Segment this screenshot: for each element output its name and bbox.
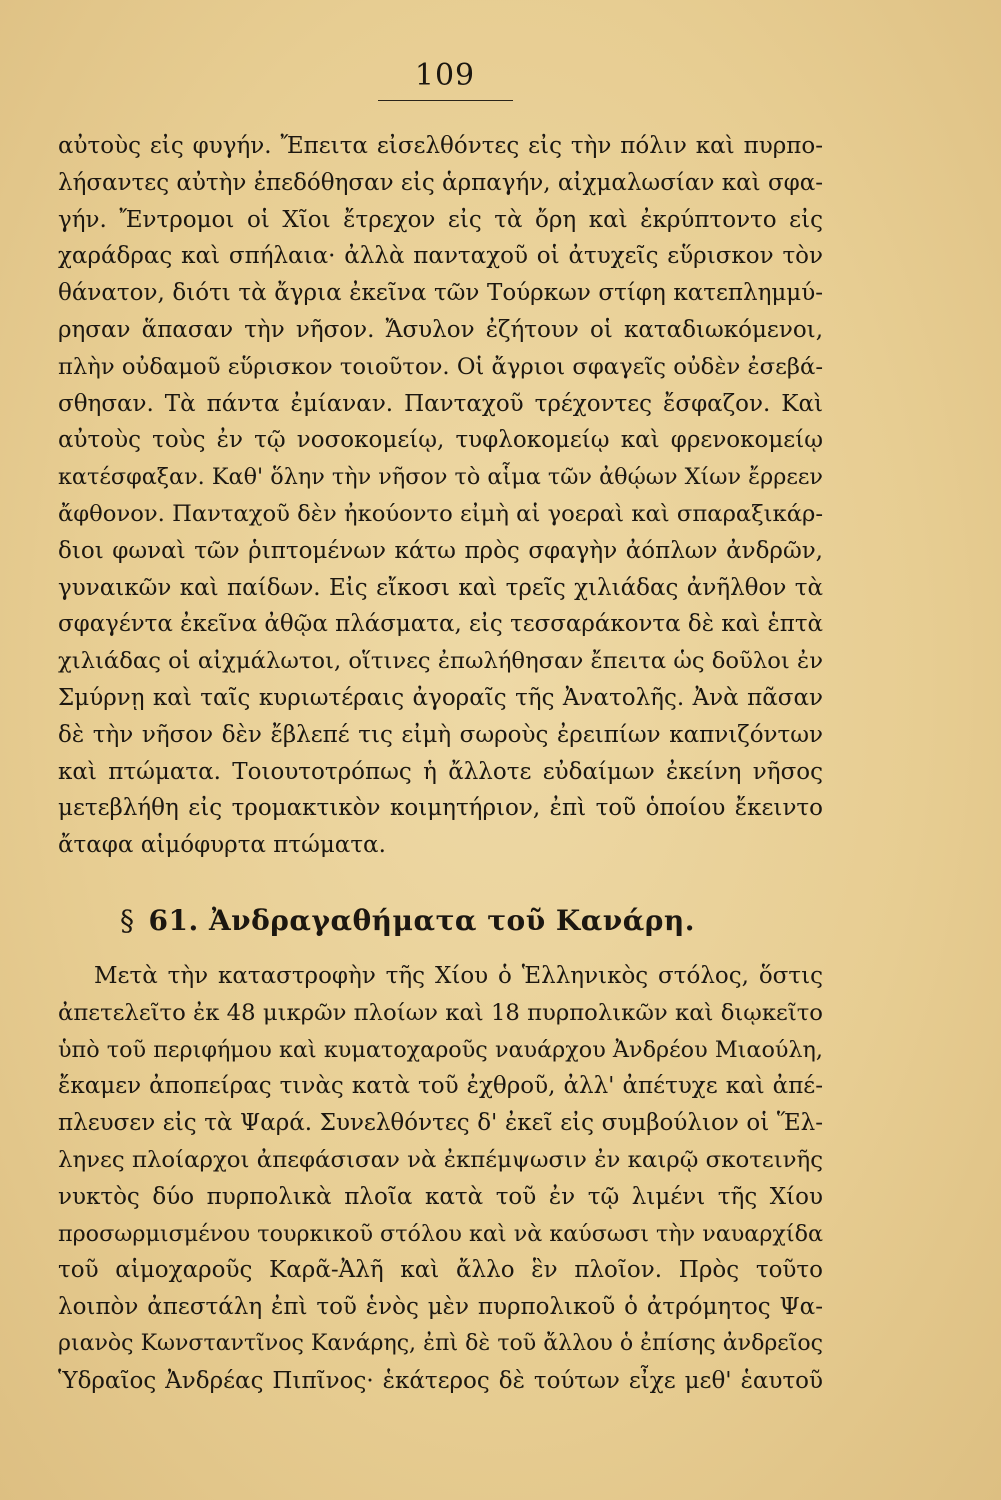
- page-number: 109: [414, 58, 476, 93]
- text-line: γυναικῶν καὶ παίδων. Εἰς εἴκοσι καὶ τρεῖς χιλιάδας ἀνῆλθον τὰ: [58, 574, 823, 601]
- text-line: Σμύρνῃ καὶ ταῖς κυριωτέραις ἀγοραῖς τῆς Ἀνατολῆς. Ἀνὰ πᾶσαν: [58, 684, 823, 711]
- paragraph-kanaris-exploits: [58, 958, 823, 1400]
- text-line: θάνατον, διότι τὰ ἄγρια ἐκεῖνα τῶν Τούρκων στίφη κατεπλημμύ-: [58, 280, 823, 307]
- text-line: γήν. Ἔντρομοι οἱ Χῖοι ἔτρεχον εἰς τὰ ὄρη καὶ ἐκρύπτοντο εἰς: [58, 206, 823, 233]
- text-line: προσωρμισμένου τουρκικοῦ στόλου καὶ νὰ καύσωσι τὴν ναυαρχίδα: [58, 1220, 823, 1247]
- text-line: κατέσφαξαν. Καθ' ὅλην τὴν νῆσον τὸ αἷμα τῶν ἀθῴων Χίων ἔρρεεν: [58, 464, 823, 491]
- text-line: ληνες πλοίαρχοι ἀπεφάσισαν νὰ ἐκπέμψωσιν ἐν καιρῷ σκοτεινῆς: [58, 1146, 823, 1173]
- text-line: πλὴν οὐδαμοῦ εὕρισκον τοιοῦτον. Οἱ ἄγριοι σφαγεῖς οὐδὲν ἐσεβά-: [58, 353, 824, 380]
- section-symbol: §: [120, 904, 135, 937]
- text-line: λήσαντες αὐτὴν ἐπεδόθησαν εἰς ἁρπαγήν, αἰχμαλωσίαν καὶ σφα-: [58, 169, 824, 196]
- header-rule: [378, 100, 513, 101]
- text-line: Ὑδραῖος Ἀνδρέας Πιπῖνος· ἑκάτερος δὲ τούτων εἶχε μεθ' ἑαυτοῦ: [58, 1367, 823, 1394]
- text-line: αὐτοὺς εἰς φυγήν. Ἔπειτα εἰσελθόντες εἰς τὴν πόλιν καὶ πυρπο-: [58, 133, 823, 159]
- text-line: μετεβλήθη εἰς τρομακτικὸν κοιμητήριον, ἐπὶ τοῦ ὁποίου ἔκειντο: [58, 795, 823, 822]
- text-line: χαράδρας καὶ σπήλαια· ἀλλὰ πανταχοῦ οἱ ἀτυχεῖς εὕρισκον τὸν: [58, 243, 823, 270]
- text-line: ἀπετελεῖτο ἐκ 48 μικρῶν πλοίων καὶ 18 πυρπολικῶν καὶ διῳκεῖτο: [58, 999, 823, 1026]
- text-line: σφαγέντα ἐκεῖνα ἀθῷα πλάσματα, εἰς τεσσαράκοντα δὲ καὶ ἑπτὰ: [58, 611, 823, 638]
- paragraph-massacre-of-chios: [58, 128, 823, 864]
- text-line: ἔκαμεν ἀποπείρας τινὰς κατὰ τοῦ ἐχθροῦ, ἀλλ' ἀπέτυχε καὶ ἀπέ-: [58, 1073, 823, 1100]
- text-line: αὐτοὺς τοὺς ἐν τῷ νοσοκομείῳ, τυφλοκομείῳ καὶ φρενοκομείῳ: [58, 427, 823, 454]
- text-line: νυκτὸς δύο πυρπολικὰ πλοῖα κατὰ τοῦ ἐν τῷ λιμένι τῆς Χίου: [58, 1183, 823, 1210]
- text-line: πλευσεν εἰς τὰ Ψαρά. Συνελθόντες δ' ἐκεῖ εἰς συμβούλιον οἱ Ἕλ-: [58, 1110, 823, 1137]
- text-line: ἄφθονον. Πανταχοῦ δὲν ἠκούοντο εἰμὴ αἱ γοεραὶ καὶ σπαραξικάρ-: [58, 500, 823, 527]
- text-line: σθησαν. Τὰ πάντα ἐμίαναν. Πανταχοῦ τρέχοντες ἔσφαζον. Καὶ: [58, 390, 823, 417]
- text-line: ρησαν ἅπασαν τὴν νῆσον. Ἄσυλον ἐζήτουν οἱ καταδιωκόμενοι,: [58, 316, 823, 343]
- text-line: τοῦ αἱμοχαροῦς Καρᾶ-Ἀλῆ καὶ ἄλλο ἓν πλοῖον. Πρὸς τοῦτο: [58, 1257, 823, 1284]
- text-line: ριανὸς Κωνσταντῖνος Κανάρης, ἐπὶ δὲ τοῦ ἄλλου ὁ ἐπίσης ἀνδρεῖος: [58, 1330, 823, 1356]
- text-line: διοι φωναὶ τῶν ῥιπτομένων κάτω πρὸς σφαγὴν ἀόπλων ἀνδρῶν,: [58, 537, 823, 564]
- text-line: λοιπὸν ἀπεστάλη ἐπὶ τοῦ ἑνὸς μὲν πυρπολικοῦ ὁ ἀτρόμητος Ψα-: [58, 1294, 823, 1321]
- section-title: 61. Ἀνδραγαθήματα τοῦ Κανάρη.: [148, 904, 695, 937]
- section-heading: [120, 904, 780, 937]
- text-line: δὲ τὴν νῆσον δὲν ἔβλεπέ τις εἰμὴ σωροὺς ἐρειπίων καπνιζόντων: [58, 721, 823, 748]
- text-line: Μετὰ τὴν καταστροφὴν τῆς Χίου ὁ Ἑλληνικὸς στόλος, ὅστις: [94, 963, 823, 989]
- text-line: χιλιάδας οἱ αἰχμάλωτοι, οἵτινες ἐπωλήθησαν ἔπειτα ὡς δοῦλοι ἐν: [58, 648, 823, 675]
- text-line: ὑπὸ τοῦ περιφήμου καὶ κυματοχαροῦς ναυάρχου Ἀνδρέου Μιαούλη,: [58, 1036, 823, 1063]
- text-line: καὶ πτώματα. Τοιουτοτρόπως ἡ ἄλλοτε εὐδαίμων ἐκείνη νῆσος: [58, 758, 823, 785]
- text-line: ἄταφα αἱμόφυρτα πτώματα.: [58, 832, 386, 859]
